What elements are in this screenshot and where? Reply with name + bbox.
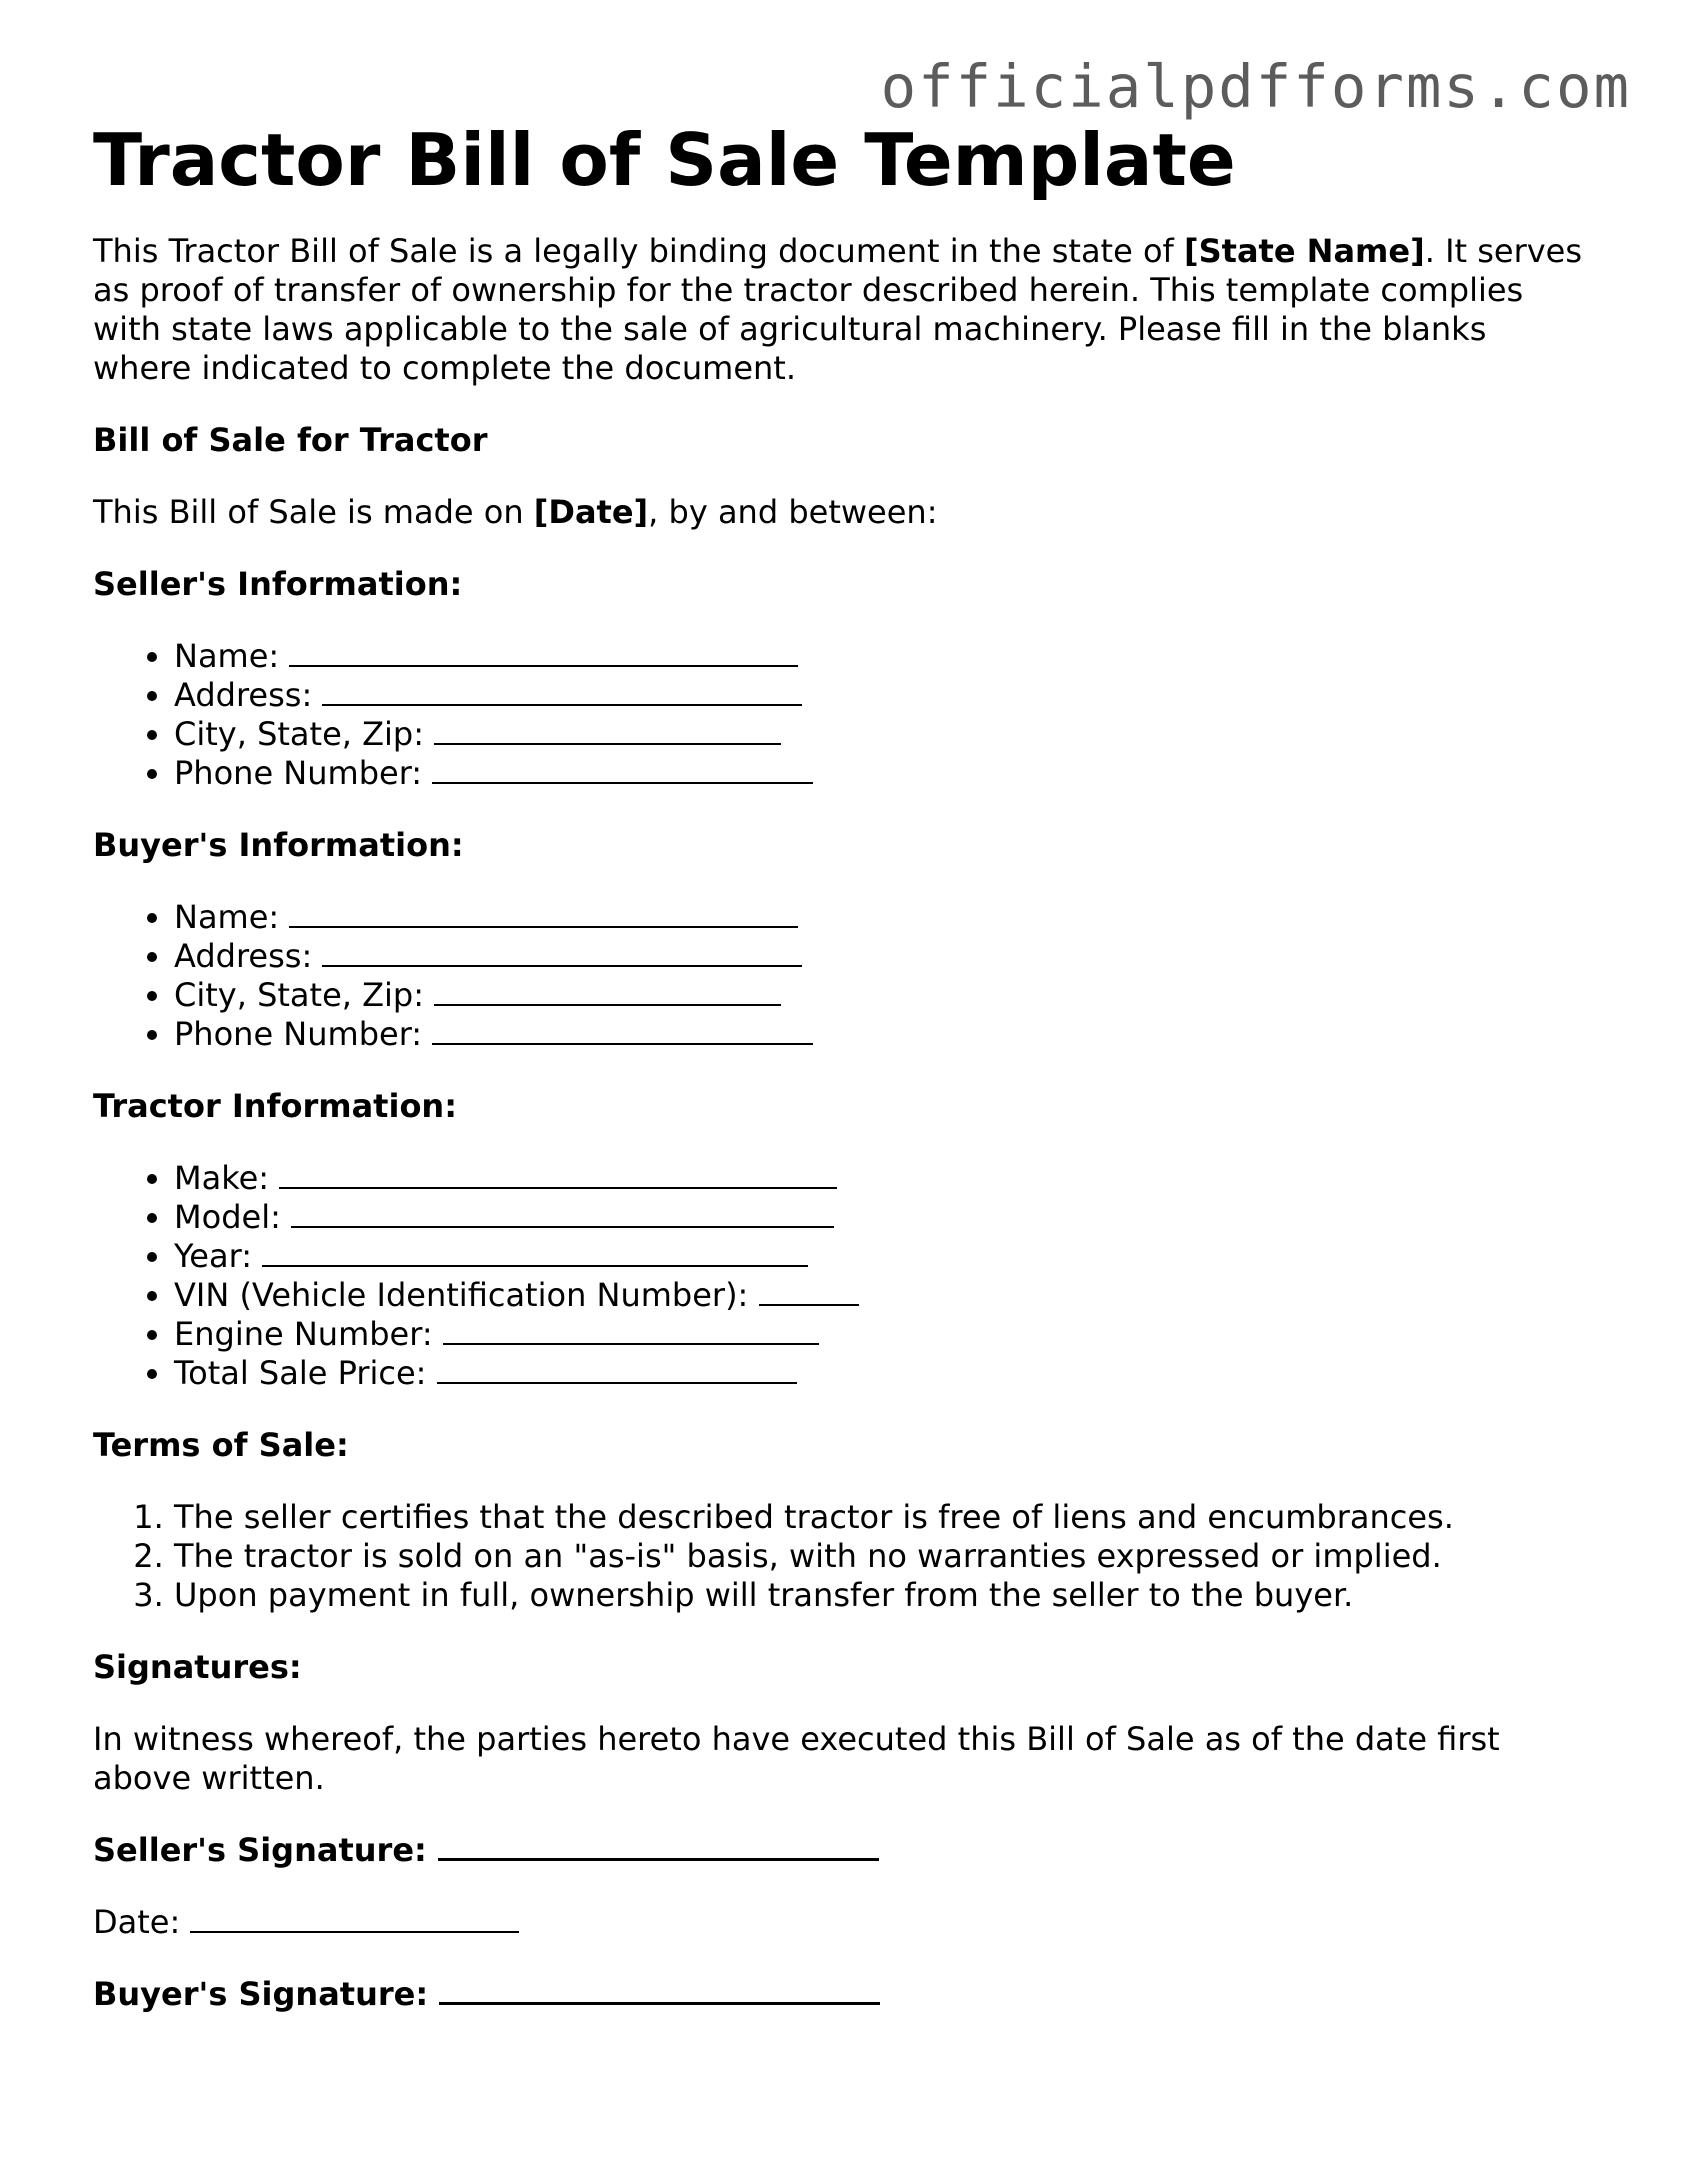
seller-city-blank[interactable] (434, 716, 781, 745)
buyer-address-blank[interactable] (322, 938, 802, 967)
terms-item: 2. The tractor is sold on an "as-is" basis, with no warranties expressed or implied. (174, 1537, 1593, 1576)
seller-city-item (174, 715, 1593, 754)
buyer-address-label: Address: (174, 937, 313, 975)
tractor-make-blank[interactable] (279, 1160, 837, 1189)
terms-heading: Terms of Sale: (93, 1426, 349, 1464)
date-placeholder: [Date] (533, 493, 649, 531)
buyer-fields-list (93, 898, 1593, 1054)
tractor-price-blank[interactable] (437, 1355, 797, 1384)
seller-signature-label: Seller's Signature: (93, 1831, 427, 1869)
buyer-name-label: Name: (174, 898, 280, 936)
tractor-engine-blank[interactable] (443, 1316, 819, 1345)
seller-signature-line (93, 1831, 1593, 1870)
buyer-name-item (174, 898, 1593, 937)
tractor-price-item (174, 1354, 1593, 1393)
made-on-line (93, 493, 1593, 532)
tractor-engine-label: Engine Number: (174, 1315, 433, 1353)
made-on-text-before: This Bill of Sale is made on (93, 493, 534, 531)
seller-phone-blank[interactable] (432, 755, 813, 784)
buyer-signature-label: Buyer's Signature: (93, 1975, 429, 2013)
watermark: officialpdfforms.com (880, 52, 1631, 121)
seller-fields-list (93, 637, 1593, 793)
terms-item: 3. Upon payment in full, ownership will transfer from the seller to the buyer. (174, 1576, 1593, 1615)
signature-date-label: Date: (93, 1903, 181, 1941)
buyer-city-item (174, 976, 1593, 1015)
state-name-placeholder: [State Name] (1183, 232, 1425, 270)
buyer-heading: Buyer's Information: (93, 826, 464, 864)
seller-phone-item (174, 754, 1593, 793)
tractor-model-item (174, 1198, 1593, 1237)
tractor-vin-item (174, 1276, 1593, 1315)
seller-signature-blank[interactable] (438, 1831, 879, 1861)
signature-date-line (93, 1903, 1593, 1942)
bill-heading: Bill of Sale for Tractor (93, 421, 488, 459)
tractor-make-label: Make: (174, 1159, 270, 1197)
intro-text-after: . It serves as proof of transfer of ownership for the tractor described herein. This template complies with state laws applicable to the sale of agricultural machinery. Please fill in the blanks where indicated to complete the document. (93, 232, 1583, 387)
buyer-signature-line (93, 1975, 1593, 2014)
tractor-heading: Tractor Information: (93, 1087, 457, 1125)
buyer-city-blank[interactable] (434, 977, 781, 1006)
tractor-vin-blank[interactable] (759, 1277, 859, 1306)
buyer-signature-blank[interactable] (439, 1975, 880, 2005)
intro-text-before: This Tractor Bill of Sale is a legally binding document in the state of (93, 232, 1184, 270)
tractor-year-blank[interactable] (262, 1238, 808, 1267)
seller-address-item (174, 676, 1593, 715)
buyer-phone-label: Phone Number: (174, 1015, 423, 1053)
signatures-heading: Signatures: (93, 1648, 302, 1686)
tractor-engine-item (174, 1315, 1593, 1354)
tractor-model-label: Model: (174, 1198, 281, 1236)
tractor-vin-label: VIN (Vehicle Identification Number): (174, 1276, 749, 1314)
terms-list (93, 1498, 1593, 1615)
seller-name-item (174, 637, 1593, 676)
document-body (93, 116, 1593, 2014)
document-title: Tractor Bill of Sale Template (93, 118, 1236, 202)
seller-address-label: Address: (174, 676, 313, 714)
tractor-year-item (174, 1237, 1593, 1276)
made-on-text-after: , by and between: (648, 493, 938, 531)
seller-phone-label: Phone Number: (174, 754, 423, 792)
signature-date-blank[interactable] (190, 1904, 519, 1933)
tractor-price-label: Total Sale Price: (174, 1354, 427, 1392)
seller-address-blank[interactable] (322, 677, 802, 706)
intro-paragraph (93, 232, 1583, 388)
buyer-city-label: City, State, Zip: (174, 976, 425, 1014)
buyer-address-item (174, 937, 1593, 976)
terms-item: 1. The seller certifies that the described tractor is free of liens and encumbrances. (174, 1498, 1593, 1537)
tractor-make-item (174, 1159, 1593, 1198)
witness-paragraph: In witness whereof, the parties hereto have executed this Bill of Sale as of the date first above written. (93, 1720, 1500, 1797)
tractor-model-blank[interactable] (291, 1199, 834, 1228)
seller-name-blank[interactable] (289, 638, 798, 667)
tractor-fields-list (93, 1159, 1593, 1393)
buyer-phone-blank[interactable] (432, 1016, 813, 1045)
buyer-phone-item (174, 1015, 1593, 1054)
tractor-year-label: Year: (174, 1237, 252, 1275)
seller-city-label: City, State, Zip: (174, 715, 425, 753)
seller-heading: Seller's Information: (93, 565, 463, 603)
seller-name-label: Name: (174, 637, 280, 675)
buyer-name-blank[interactable] (289, 899, 798, 928)
